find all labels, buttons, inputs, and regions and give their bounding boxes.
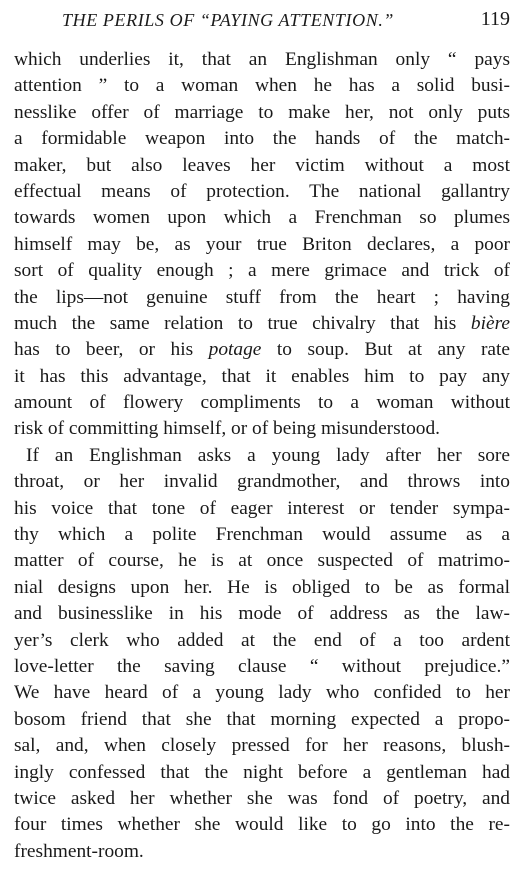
text-line: yer’s clerk who added at the end of a too ardent [14,629,510,651]
text-line: matter of course, he is at once suspected of matrimo- [14,550,510,572]
text-line: nial designs upon her. He is obliged to be as formal [14,576,510,598]
text-line: We have heard of a young lady who confided to her [14,682,510,704]
text-line: four times whether she would like to go into the re- [14,814,510,836]
text-line: nesslike offer of marriage to make her, not only puts [14,101,510,123]
text-line: much the same relation to true chivalry that his bière [14,312,510,334]
text-line: has to beer, or his potage to soup. But at any rate [14,339,510,361]
book-page [14,6,510,865]
running-head-title: THE PERILS OF “PAYING ATTENTION.” [62,10,395,30]
text-line: the lips—not genuine stuff from the heart ; having [14,286,510,308]
text-line: freshment-room. [14,840,144,862]
text-line: risk of committing himself, or of being misunderstood. [14,418,441,440]
running-head [14,6,510,36]
text-line: throat, or her invalid grandmother, and throws into [14,471,510,493]
text-line: which underlies it, that an Englishman only “ pays [14,49,510,70]
text-line: towards women upon which a Frenchman so plumes [14,207,510,229]
page-number: 119 [480,8,510,30]
text-line: sort of quality enough ; a mere grimace and trick of [14,260,510,282]
text-line: twice asked her whether she was fond of poetry, and [14,787,510,809]
text-line: If an Englishman asks a young lady after her sore [26,444,510,466]
text-line: thy which a polite Frenchman would assume as a [14,524,510,546]
text-line: ingly confessed that the night before a gentleman had [14,761,510,783]
text-line: it has this advantage, that it enables him to pay any [14,365,510,387]
text-line: sal, and, when closely pressed for her reasons, blush- [14,735,510,757]
paragraph [14,443,510,865]
text-line: effectual means of protection. The national gallantry [14,180,510,202]
text-line: maker, but also leaves her victim without a most [14,154,510,176]
text-line: amount of flowery compliments to a woman without [14,392,510,414]
text-line: and businesslike in his mode of address as the law- [14,603,510,625]
text-line: a formidable weapon into the hands of the match- [14,128,510,150]
body-text [14,47,510,865]
paragraph [14,47,510,443]
text-line: his voice that tone of eager interest or tender sympa- [14,497,510,519]
text-line: himself may be, as your true Briton declares, a poor [14,233,510,255]
text-line: attention ” to a woman when he has a solid busi- [14,75,510,97]
text-line: bosom friend that she that morning expected a propo- [14,708,510,730]
text-line: love-letter the saving clause “ without prejudice.” [14,655,510,677]
